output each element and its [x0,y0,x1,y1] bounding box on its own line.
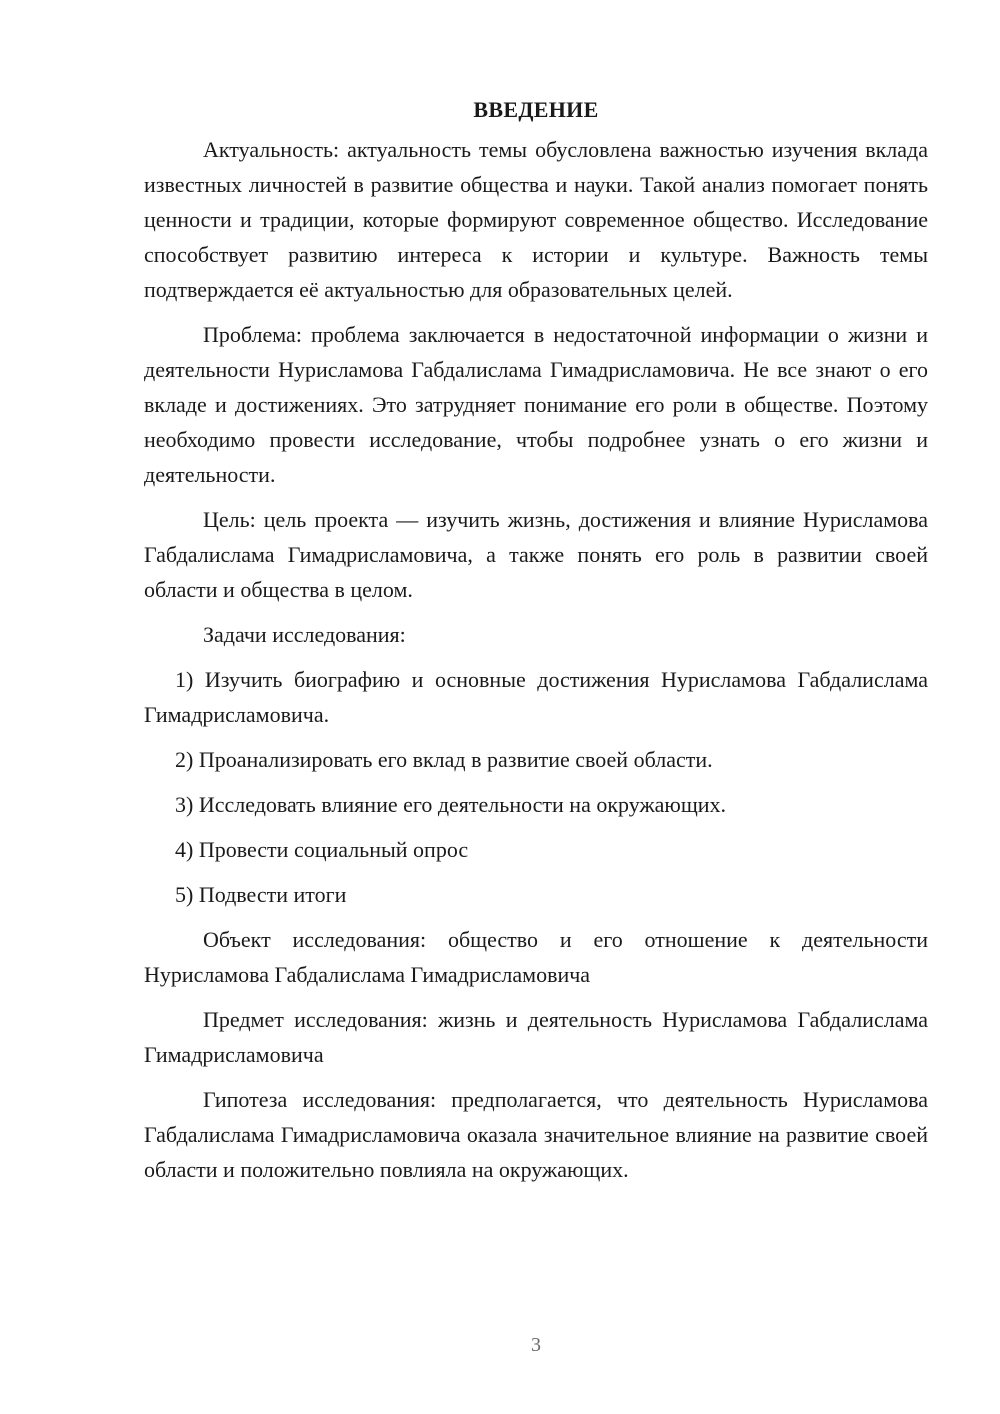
goal-paragraph: Цель: цель проекта — изучить жизнь, достижения и влияние Нурисламова Габдалислама Гимадрисламовича, а также понять его роль в развитии своей области и общества в целом. [144,507,928,602]
task-item: 1) Изучить биографию и основные достижения Нурисламова Габдалислама Гимадрисламовича. [144,667,928,727]
task-item: 2) Проанализировать его вклад в развитие своей области. [175,747,713,772]
relevance-paragraph: Актуальность: актуальность темы обусловлена важностью изучения вклада известных личностей в развитие общества и науки. Такой анализ помогает понять ценности и традиции, которые формируют современное общество. Исследование способствует развитию интереса к истории и культуре. Важность темы подтверждается её актуальностью для образовательных целей. [144,137,928,302]
problem-paragraph: Проблема: проблема заключается в недостаточной информации о жизни и деятельности Нурисламова Габдалислама Гимадрисламовича. Не все знают о его вкладе и достижениях. Это затрудняет понимание его роли в обществе. Поэтому необходимо провести исследование, чтобы подробнее узнать о его жизни и деятельности. [144,322,928,487]
section-heading: ВВЕДЕНИЕ [473,97,599,122]
subject-paragraph: Предмет исследования: жизнь и деятельность Нурисламова Габдалислама Гимадрисламовича [144,1007,928,1067]
task-item: 4) Провести социальный опрос [175,837,469,862]
tasks-list [144,662,928,912]
page-number: 3 [531,1334,541,1356]
tasks-label: Задачи исследования: [203,622,406,647]
page-content [144,92,928,1197]
hypothesis-paragraph: Гипотеза исследования: предполагается, что деятельность Нурисламова Габдалислама Гимадрисламовича оказала значительное влияние на развитие своей области и положительно повлияла на окружающих. [144,1087,928,1182]
task-item: 5) Подвести итоги [175,882,347,907]
task-item: 3) Исследовать влияние его деятельности на окружающих. [175,792,727,817]
object-paragraph: Объект исследования: общество и его отношение к деятельности Нурисламова Габдалислама Гимадрисламовича [144,927,928,987]
